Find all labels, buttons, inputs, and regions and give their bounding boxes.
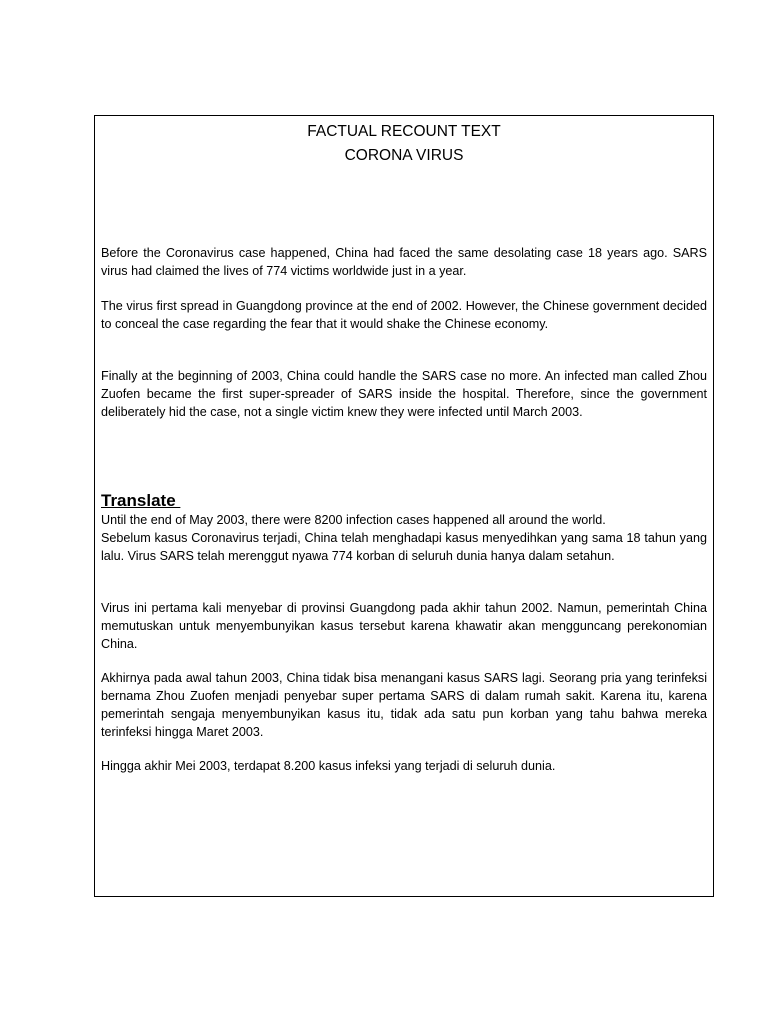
document-subtitle: CORONA VIRUS <box>344 147 464 164</box>
translate-heading: Translate <box>101 491 181 510</box>
english-paragraph-3: Finally at the beginning of 2003, China could handle the SARS case no more. An infected man called Zhou Zuofen became the first super-spreader of SARS inside the hospital. Therefore, since the government deliberately hid the case, not a single victim knew they were infected until March 2003. <box>101 369 707 419</box>
title-block <box>95 120 713 168</box>
document-title: FACTUAL RECOUNT TEXT <box>307 123 501 140</box>
english-closing-line: Until the end of May 2003, there were 8200 infection cases happened all around the world. <box>101 513 606 527</box>
indonesian-paragraph-3: Akhirnya pada awal tahun 2003, China tidak bisa menangani kasus SARS lagi. Seorang pria yang terinfeksi bernama Zhou Zuofen menjadi penyebar super pertama SARS di dalam rumah sakit. Karena itu, karena pemerintah sengaja menyembunyikan kasus itu, tidak ada satu pun korban yang tahu bahwa mereka terinfeksi hingga Maret 2003. <box>101 671 707 739</box>
indonesian-paragraph-2: Virus ini pertama kali menyebar di provinsi Guangdong pada akhir tahun 2002. Namun, pemerintah China memutuskan untuk menyembunyikan kasus tersebut karena khawatir akan mengguncang perekonomian China. <box>101 601 707 651</box>
indonesian-paragraph-4: Hingga akhir Mei 2003, terdapat 8.200 kasus infeksi yang terjadi di seluruh dunia. <box>101 759 556 773</box>
english-paragraph-1: Before the Coronavirus case happened, China had faced the same desolating case 18 years ago. SARS virus had claimed the lives of 774 victims worldwide just in a year. <box>101 246 707 278</box>
document-frame <box>94 115 714 897</box>
english-paragraph-2: The virus first spread in Guangdong province at the end of 2002. However, the Chinese government decided to conceal the case regarding the fear that it would shake the Chinese economy. <box>101 299 707 331</box>
indonesian-paragraph-1: Sebelum kasus Coronavirus terjadi, China telah menghadapi kasus menyedihkan yang sama 18 tahun yang lalu. Virus SARS telah merenggut nyawa 774 korban di seluruh dunia hanya dalam setahun. <box>101 531 707 563</box>
